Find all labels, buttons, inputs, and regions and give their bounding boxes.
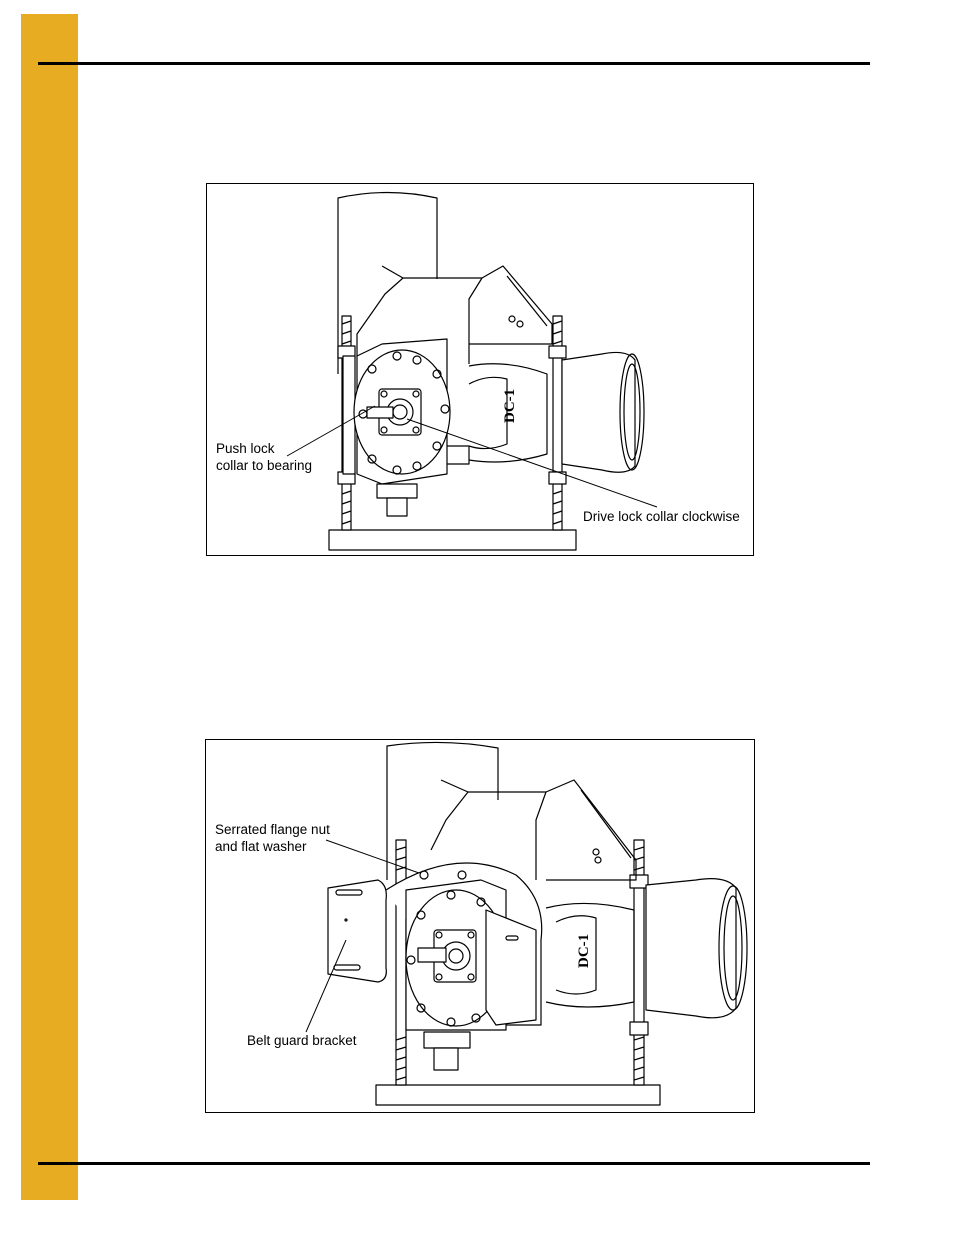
serrated-nut-callout	[215, 821, 330, 855]
figure-2-belt-guard-bracket	[205, 739, 755, 1113]
side-color-bar	[21, 14, 78, 1200]
push-lock-callout	[216, 440, 312, 474]
bolt	[509, 316, 515, 322]
header-rule	[38, 62, 870, 65]
discharge-tube	[646, 879, 736, 1018]
nut	[630, 1022, 648, 1035]
base-plate	[376, 1085, 660, 1105]
gearbox	[424, 1032, 470, 1048]
shaft	[418, 948, 446, 962]
base-plate	[329, 530, 576, 550]
bolt	[595, 857, 601, 863]
nut	[630, 875, 648, 888]
side-guard	[486, 910, 536, 1025]
nut	[549, 346, 566, 358]
footer-rule	[38, 1162, 870, 1165]
threaded-rod-left	[396, 840, 406, 1085]
callout-line: and flat washer	[215, 839, 307, 854]
callout-line: Push lock	[216, 441, 275, 456]
leader-belt-guard	[306, 940, 346, 1032]
figure-1-lock-collar	[206, 183, 754, 556]
callout-line: Belt guard bracket	[247, 1033, 357, 1048]
figure-2-illustration	[206, 740, 754, 1112]
bolt	[517, 321, 523, 327]
callout-line: Serrated flange nut	[215, 822, 330, 837]
bolt	[593, 849, 599, 855]
belt-guard-callout	[247, 1032, 357, 1049]
callout-line: collar to bearing	[216, 458, 313, 473]
figure-1-illustration	[207, 184, 753, 555]
gearbox	[377, 484, 417, 498]
side-frame	[343, 356, 355, 474]
callout-line: Drive lock collar clockwise	[583, 509, 740, 524]
housing-label: DC-1	[502, 388, 518, 423]
housing-label: DC-1	[576, 933, 592, 968]
drive-lock-callout	[583, 508, 740, 525]
